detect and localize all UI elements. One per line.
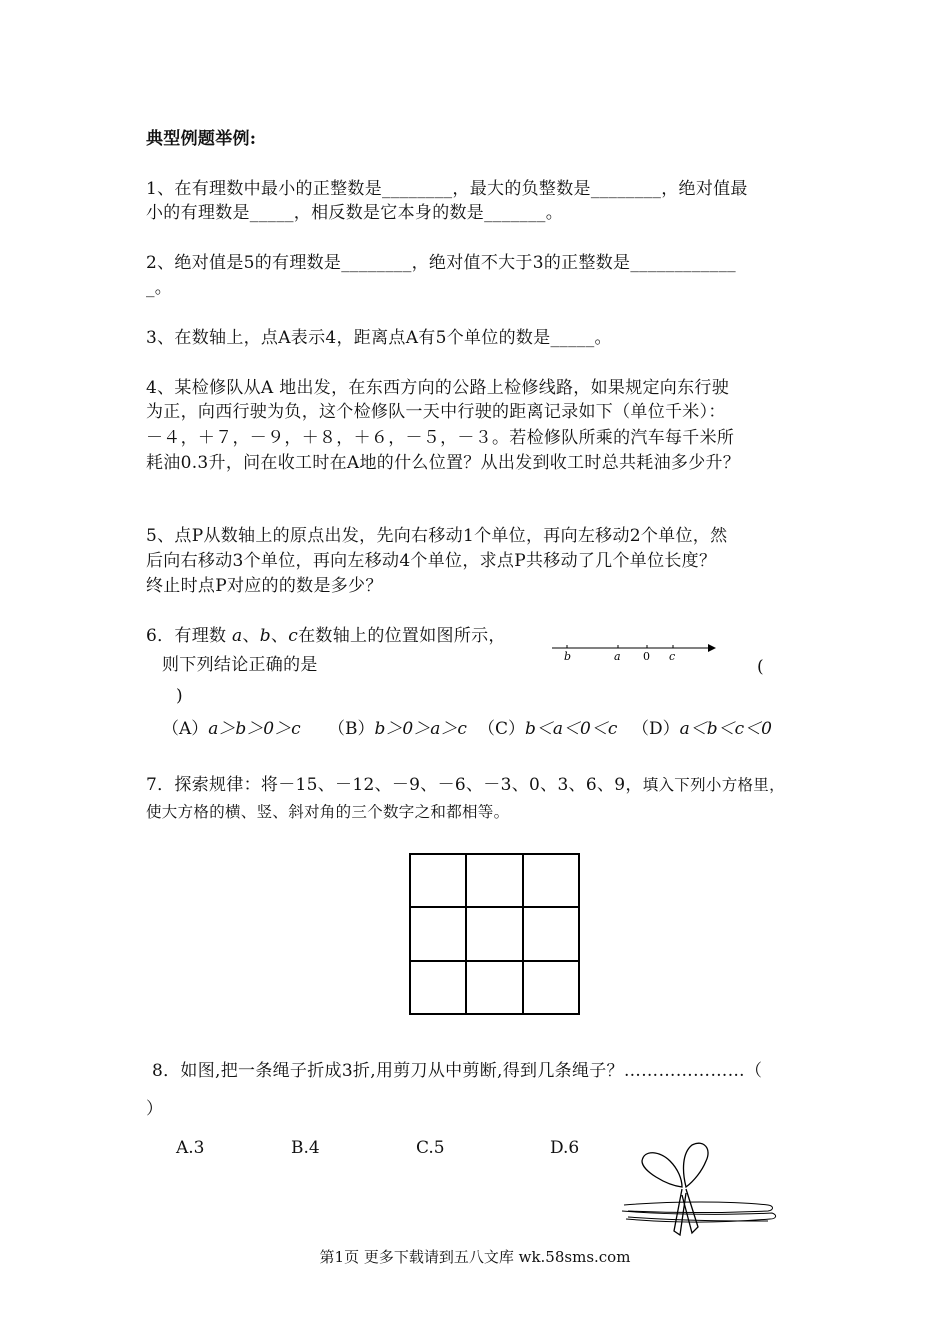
scissors-blade-right (682, 1189, 698, 1233)
q7-line1-tail: 填入下列小方格里， (642, 776, 785, 794)
q6-number: 6．有理数 (146, 626, 227, 646)
number-line-label-0: 0 (643, 650, 650, 663)
grid-cell (523, 907, 579, 960)
q6-option-d (632, 714, 772, 739)
q1-line2: 小的有理数是_____，相反数是它本身的数是_______。 (146, 203, 563, 223)
q4-line2: 为正，向西行驶为负，这个检修队一天中行驶的距离记录如下（单位千米）： (146, 402, 726, 422)
number-line-label-a: a (614, 650, 621, 663)
q6-option-c (478, 714, 617, 739)
q6-option-c-expr: b＜a＜0＜c (525, 719, 618, 739)
q6-option-b (328, 714, 467, 739)
q6-var-c: c (288, 626, 299, 646)
number-line-arrow (708, 644, 716, 652)
q2-line2: _。 (146, 278, 173, 298)
number-line-label-b: b (564, 650, 572, 663)
section-heading: 典型例题举例: (146, 129, 257, 149)
rope-line (624, 1202, 773, 1213)
q7-line1-main: 7．探索规律：将－15、－12、－9、－6、－3、0、3、6、9， (146, 775, 643, 795)
q4-line1: 4、某检修队从A 地出发，在东西方向的公路上检修线路，如果规定向东行驶 (146, 378, 729, 398)
q6-option-b-label: （B） (328, 719, 375, 739)
q6-option-c-label: （C） (478, 719, 526, 739)
q6-rest: 在数轴上的位置如图所示， (298, 626, 506, 646)
q6-paren-close: ) (176, 686, 183, 706)
grid-cell (466, 961, 522, 1014)
grid-cell (523, 961, 579, 1014)
scissors-handle-left (642, 1153, 682, 1187)
q1-line1: 1、在有理数中最小的正整数是________，最大的负整数是________，绝对值最 (146, 179, 748, 199)
scissors-handle-right (684, 1143, 709, 1187)
q6-option-a-label: （A） (162, 719, 209, 739)
grid-cell (410, 961, 466, 1014)
grid-cell (523, 854, 579, 907)
q8-option-d: D.6 (550, 1138, 580, 1158)
q6-number-line (548, 638, 718, 664)
q6-option-d-label: （D） (632, 719, 680, 739)
page-footer: 第1页 更多下载请到五八文库 wk.58sms.com (319, 1248, 631, 1266)
grid-cell (466, 854, 522, 907)
q6-option-d-expr: a＜b＜c＜0 (679, 719, 772, 739)
grid-cell (410, 854, 466, 907)
q6-line1 (146, 624, 506, 648)
q6-line2: 则下列结论正确的是 (162, 655, 318, 675)
q3-line1: 3、在数轴上，点A表示4，距离点A有5个单位的数是_____。 (146, 328, 612, 348)
q7-line1 (146, 773, 785, 797)
q5-line3: 终止时点P对应的的数是多少？ (146, 576, 383, 596)
q6-var-b: b (259, 626, 271, 646)
magic-square-grid (409, 853, 580, 1015)
q6-sep1: 、 (242, 626, 260, 646)
q8-line2: ） (146, 1099, 164, 1119)
q5-line2: 后向右移动3个单位，再向左移动4个单位，求点P共移动了几个单位长度？ (146, 551, 717, 571)
scissors-rope-illustration (612, 1135, 782, 1245)
q6-sep2: 、 (270, 626, 289, 646)
q2-line1: 2、绝对值是5的有理数是________，绝对值不大于3的正整数是____________ (146, 253, 736, 273)
q6-paren-open: ( (757, 657, 764, 677)
q8-option-b: B.4 (291, 1138, 320, 1158)
number-line-label-c: c (669, 650, 676, 663)
q4-line3: －４，＋７，－９，＋８，＋６，－５，－３。若检修队所乘的汽车每千米所 (146, 428, 735, 448)
q6-var-a: a (232, 626, 243, 646)
q6-option-b-expr: b＞0＞a＞c (374, 719, 467, 739)
q8-option-a: A.3 (176, 1138, 205, 1158)
q8-option-c: C.5 (416, 1138, 445, 1158)
q4-line4: 耗油0.3升，问在收工时在A地的什么位置？从出发到收工时总共耗油多少升？ (146, 453, 741, 473)
q8-line1: 8．如图,把一条绳子折成3折,用剪刀从中剪断,得到几条绳子？…………………（ (152, 1061, 763, 1081)
q6-option-a-expr: a＞b＞0＞c (208, 719, 301, 739)
grid-cell (410, 907, 466, 960)
grid-cell (466, 907, 522, 960)
q5-line1: 5、点P从数轴上的原点出发，先向右移动1个单位，再向左移动2个单位，然 (146, 526, 728, 546)
q7-line2: 使大方格的横、竖、斜对角的三个数字之和都相等。 (146, 803, 510, 821)
q6-option-a (162, 714, 301, 739)
